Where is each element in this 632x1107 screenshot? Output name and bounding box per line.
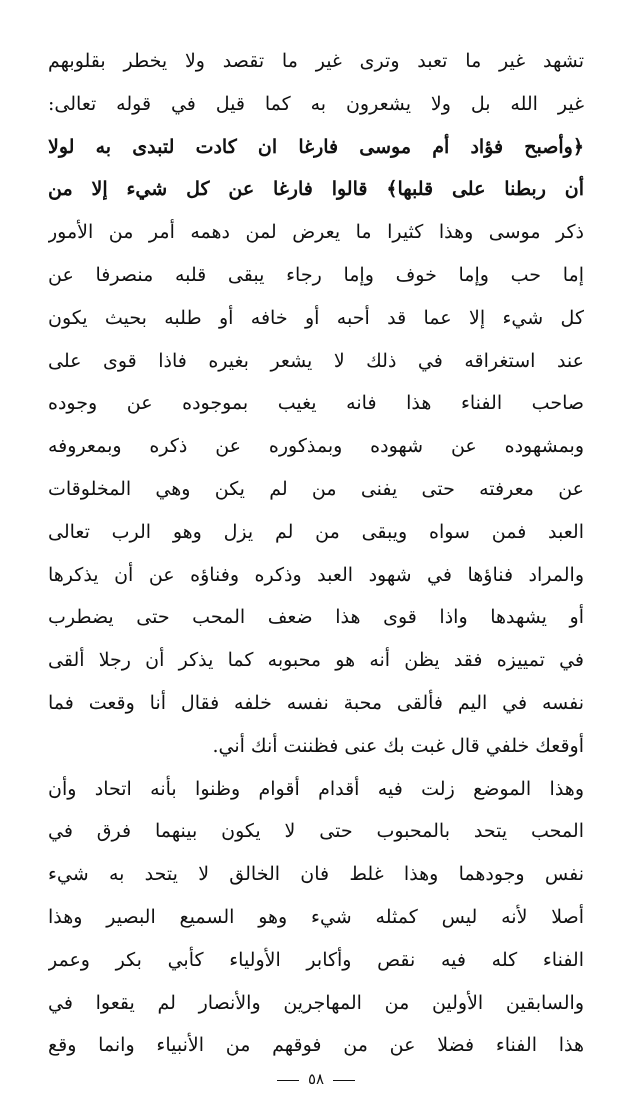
text-line-16: نفسه في اليم فألقى محبة نفسه خلفه فقال أنا وقعت فما bbox=[48, 691, 584, 714]
text-line-15: في تمييزه فقد يظن أنه هو محبوبه كما يذكر أن رجلا ألقى bbox=[48, 649, 584, 672]
text-line-10: وبمشهوده عن شهوده وبمذكوره عن ذكره وبمعروفه bbox=[48, 435, 584, 458]
page-number: ٥٨ bbox=[307, 1070, 325, 1088]
text-line-12: العبد فمن سواه ويبقى من لم يزل وهو الرب تعالى bbox=[48, 520, 584, 543]
text-line-5: ذكر موسى وهذا كثيرا ما يعرض لمن دهمه أمر من الأمور bbox=[48, 221, 584, 244]
text-line-20: نفس وجودهما وهذا غلط فان الخالق لا يتحد به شيء bbox=[48, 863, 584, 886]
page-footer bbox=[0, 1070, 632, 1088]
footer-ornament-left bbox=[277, 1080, 299, 1081]
footer-ornament-right bbox=[333, 1080, 355, 1081]
quran-verse-line-2 bbox=[48, 168, 584, 211]
text-line-1: تشهد غير ما تعبد وترى غير ما تقصد ولا يخطر بقلوبهم bbox=[48, 50, 584, 72]
text-line-21: أصلا لأنه ليس كمثله شيء وهو السميع البصير وهذا bbox=[48, 905, 584, 928]
text-line-2: غير الله بل ولا يشعرون به كما قيل في قوله تعالى: bbox=[48, 92, 584, 115]
quran-verse-line-1: ﴿وأصبح فؤاد أم موسى فارغا ان كادت لتبدى به لولا bbox=[48, 135, 584, 158]
text-line-13: والمراد فناؤها في شهود العبد وذكره وفناؤه عن أن يذكرها bbox=[48, 563, 584, 586]
text-line-18: وهذا الموضع زلت فيه أقدام أقوام وظنوا بأنه اتحاد وأن bbox=[48, 777, 584, 800]
text-line-6: إما حب وإما خوف وإما رجاء يبقى قلبه منصرفا عن bbox=[48, 263, 584, 286]
text-line-14: أو يشهدها واذا قوى هذا ضعف المحب حتى يضطرب bbox=[48, 606, 584, 629]
text-line-7: كل شيء إلا عما قد أحبه أو خافه أو طلبه بحيث يكون bbox=[48, 306, 584, 329]
text-line-24: هذا الفناء فضلا عن من فوقهم من الأنبياء وانما وقع bbox=[48, 1034, 584, 1057]
quran-verse-end: أن ربطنا على قلبها﴾ قالوا فارغا عن كل شيء إلا من bbox=[48, 178, 584, 201]
body-text bbox=[48, 40, 584, 1067]
text-line-11: عن معرفته حتى يفنى من لم يكن وهي المخلوقات bbox=[48, 477, 584, 500]
text-line-17: أوقعك خلفي قال غبت بك عنى فظننت أنك أني. bbox=[212, 734, 584, 757]
text-line-19: المحب يتحد بالمحبوب حتى لا يكون بينهما فرق في bbox=[48, 820, 584, 843]
text-line-9: صاحب الفناء هذا فانه يغيب بموجوده عن وجوده bbox=[48, 392, 584, 415]
text-line-22: الفناء كله فيه نقص وأكابر الأولياء كأبي بكر وعمر bbox=[48, 948, 584, 971]
text-line-23: والسابقين الأولين من المهاجرين والأنصار لم يقعوا في bbox=[48, 991, 584, 1014]
text-line-8: عند استغراقه في ذلك لا يشعر بغيره فاذا قوى على bbox=[48, 349, 584, 372]
